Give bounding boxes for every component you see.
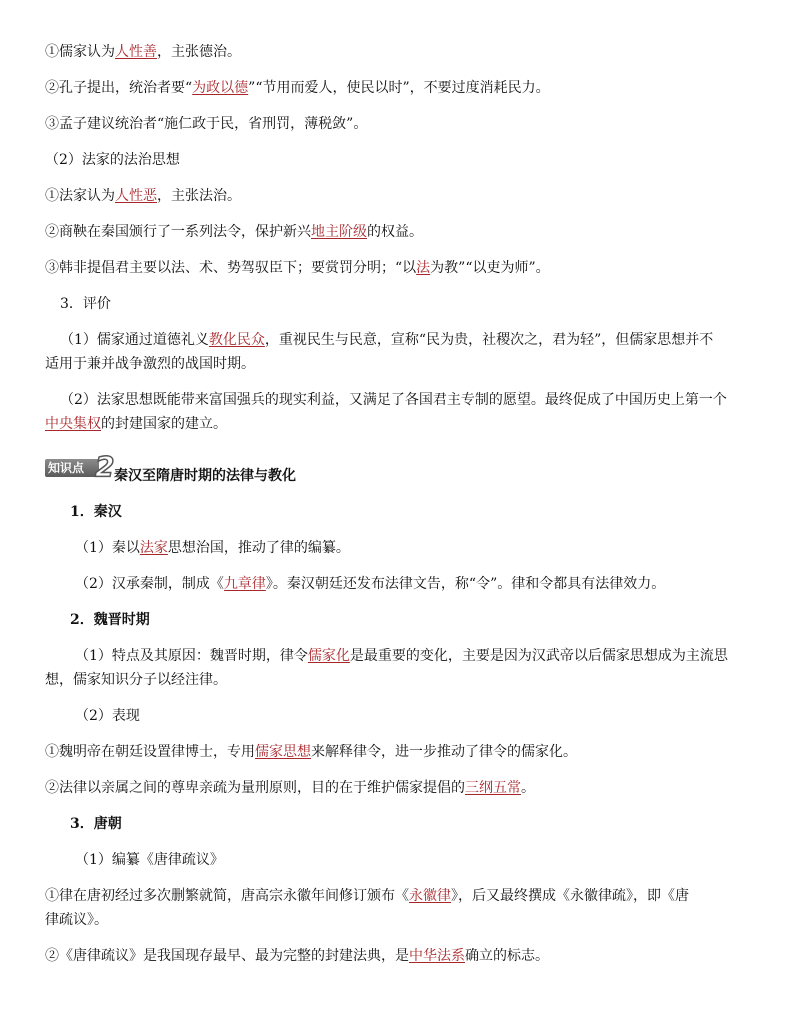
paragraph: ①儒家认为人性善，主张德治。 bbox=[45, 44, 241, 60]
paragraph: ①法家认为人性恶，主张法治。 bbox=[45, 188, 241, 204]
paragraph: ③孟子建议统治者“施仁政于民，省刑罚，薄税敛”。 bbox=[45, 116, 368, 132]
answer-underline: 三纲五常 bbox=[465, 780, 521, 796]
answer-underline: 永徽律 bbox=[409, 888, 451, 904]
paragraph: ②《唐律疏议》是我国现存最早、最为完整的封建法典，是中华法系确立的标志。 bbox=[45, 948, 549, 964]
answer-underline: 中央集权 bbox=[45, 416, 101, 432]
subheading: （1）编纂《唐律疏议》 bbox=[75, 852, 224, 868]
answer-underline: 人性善 bbox=[115, 44, 157, 60]
paragraph: （2）汉承秦制，制成《九章律》。秦汉朝廷还发布法律文告，称“令”。律和令都具有法律效力。 bbox=[75, 576, 666, 592]
section-heading: 3．唐朝 bbox=[70, 816, 122, 832]
answer-underline: 中华法系 bbox=[409, 948, 465, 964]
knowledge-point-badge bbox=[45, 450, 115, 483]
paragraph-continued: 想，儒家知识分子以经注律。 bbox=[45, 672, 227, 688]
section-heading: 1．秦汉 bbox=[70, 504, 122, 520]
section-heading: 3．评价 bbox=[60, 296, 111, 312]
answer-underline: 法家 bbox=[139, 540, 168, 556]
answer-underline: 地主阶级 bbox=[311, 224, 367, 240]
section-heading: 2．魏晋时期 bbox=[70, 612, 150, 628]
paragraph-continued: 中央集权的封建国家的建立。 bbox=[45, 416, 227, 432]
paragraph: （2）法家思想既能带来富国强兵的现实利益，又满足了各国君主专制的愿望。最终促成了中国历史上第一个 bbox=[60, 392, 727, 408]
subheading: （2）表现 bbox=[75, 708, 140, 724]
answer-underline: 教化民众 bbox=[208, 332, 265, 348]
answer-underline: 人性恶 bbox=[115, 188, 157, 204]
paragraph: ③韩非提倡君主要以法、术、势驾驭臣下；要赏罚分明；“以法为教”“以吏为师”。 bbox=[45, 260, 550, 276]
answer-underline: 为政以德 bbox=[192, 80, 249, 96]
badge-label: 知识点 bbox=[48, 461, 85, 475]
paragraph: ②法律以亲属之间的尊卑亲疏为量刑原则，目的在于维护儒家提倡的三纲五常。 bbox=[45, 780, 535, 796]
answer-underline: 儒家思想 bbox=[255, 744, 311, 760]
answer-underline: 儒家化 bbox=[307, 648, 350, 664]
paragraph: ②孔子提出，统治者要“为政以德”“节用而爱人，使民以时”，不要过度消耗民力。 bbox=[45, 80, 550, 96]
paragraph: ②商鞅在秦国颁行了一系列法令，保护新兴地主阶级的权益。 bbox=[45, 224, 423, 240]
answer-underline: 法 bbox=[416, 260, 431, 276]
paragraph: ①魏明帝在朝廷设置律博士，专用儒家思想来解释律令，进一步推动了律令的儒家化。 bbox=[45, 744, 577, 760]
paragraph: （1）儒家通过道德礼义教化民众，重视民生与民意，宣称“民为贵，社稷次之，君为轻”，但儒家思想并不 bbox=[60, 332, 714, 348]
paragraph-continued: 律疏议》。 bbox=[45, 912, 108, 928]
knowledge-point-title: 秦汉至隋唐时期的法律与教化 bbox=[114, 468, 296, 484]
paragraph: ①律在唐初经过多次删繁就简，唐高宗永徽年间修订颁布《永徽律》，后又最终撰成《永徽律疏》，即《唐 bbox=[45, 888, 689, 904]
paragraph-continued: 适用于兼并战争激烈的战国时期。 bbox=[45, 356, 255, 372]
paragraph: （1）特点及其原因：魏晋时期，律令儒家化是最重要的变化，主要是因为汉武帝以后儒家思想成为主流思 bbox=[75, 648, 728, 664]
subheading: （2）法家的法治思想 bbox=[45, 152, 180, 168]
paragraph: （1）秦以法家思想治国，推动了律的编纂。 bbox=[75, 540, 350, 556]
answer-underline: 九章律 bbox=[223, 576, 266, 592]
badge-number: 2 bbox=[95, 450, 115, 483]
